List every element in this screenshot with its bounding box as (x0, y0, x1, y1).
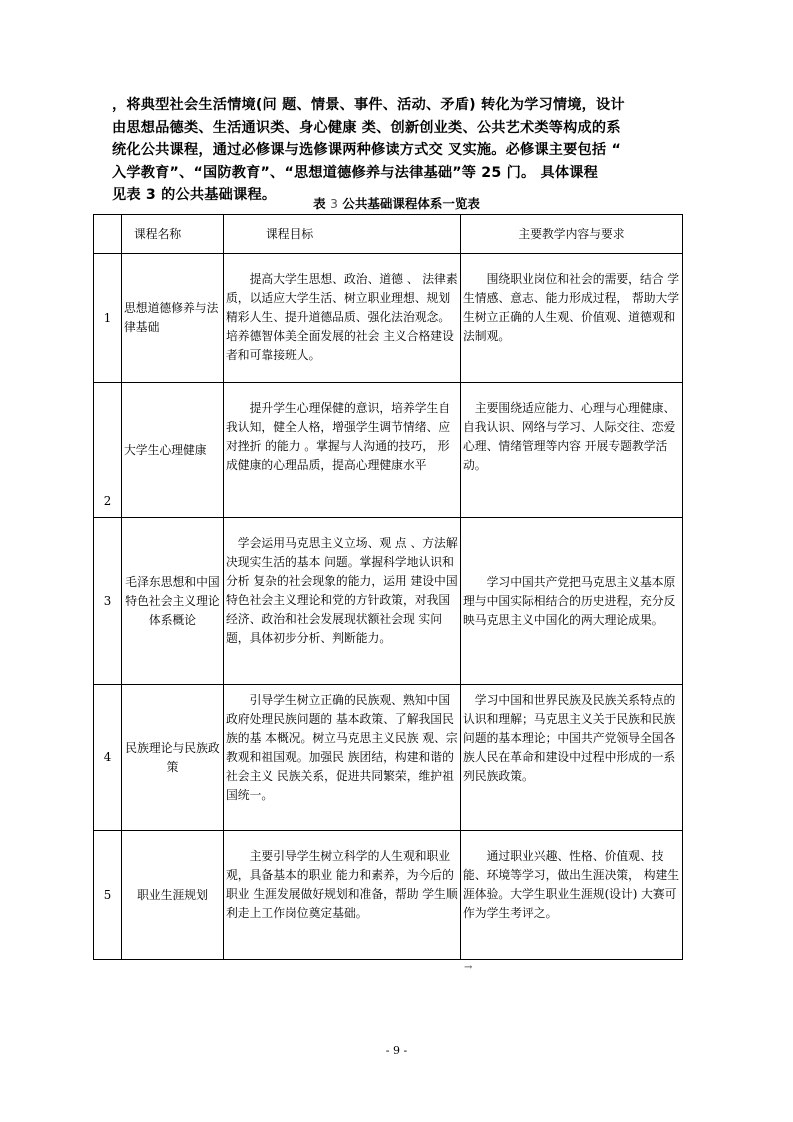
course-table (93, 214, 683, 960)
table-row (94, 254, 683, 383)
page-number: - 9 - (385, 1044, 408, 1057)
paragraph-mark: → (464, 962, 473, 973)
course-content: 学习中国共产党把马克思主义基本原理与中国实际相结合的历史进程，充分反映马克思主义中国化的两大理论成果。 (461, 518, 683, 685)
row-number: 5 (94, 831, 122, 960)
header-course-name: 课程名称 (122, 215, 224, 254)
intro-paragraph (112, 94, 682, 207)
row-number: 3 (94, 518, 122, 685)
header-course-goal: 课程目标 (224, 215, 461, 254)
row-number: 1 (94, 254, 122, 383)
caption-prefix: 表 (313, 196, 326, 211)
course-goal: 提高大学生思想、政治、道德 、 法律素质，以适应大学生活、树立职业理想、规划精彩人生、提升道德品质、强化法治观念。 培养德智体美全面发展的社会 主义合格建设者和可靠接班人。 (224, 254, 461, 383)
course-goal: 提升学生心理保健的意识，培养学生自我认知，健全人格，增强学生调节情绪、应对挫折 的能力 。掌握与人沟通的技巧， 形成健康的心理品质，提高心理健康水平 (224, 383, 461, 518)
course-name: 职业生涯规划 (122, 831, 224, 960)
course-name: 思想道德修养与法律基础 (122, 254, 224, 383)
course-name: 民族理论与民族政策 (122, 685, 224, 831)
course-content: 通过职业兴趣、性格、价值观、技能、环境等学习，做出生涯决策， 构建生涯体验。大学生职业生涯规(设计) 大赛可作为学生考评之。 (461, 831, 683, 960)
table-caption (0, 194, 793, 212)
course-goal: 学会运用马克思主义立场、观 点 、方法解决现实生活的基本 问题。掌握科学地认识和分析 复杂的社会现象的能力，运用 建设中国特色社会主义理论和党的方针政策，对我国经济、政治和社会发展现状额社会现 实问题，具体初步分析、判断能力。 (224, 518, 461, 685)
intro-line: 见表 3 的公共基础课程。 (112, 187, 277, 203)
row-number: 4 (94, 685, 122, 831)
course-name: 毛泽东思想和中国特色社会主义理论体系概论 (122, 518, 224, 685)
course-name: 大学生心理健康 (122, 383, 224, 518)
table-header-row (94, 215, 683, 254)
caption-text: 公共基础课程体系一览表 (342, 196, 480, 211)
caption-number: 3 (330, 196, 338, 211)
course-content: 学习中国和世界民族及民族关系特点的认识和理解；马克思主义关于民族和民族问题的基本理论；中国共产党领导全国各族人民在革命和建设中过程中形成的一系列民族政策。 (461, 685, 683, 831)
header-no (94, 215, 122, 254)
header-course-content: 主要教学内容与要求 (461, 215, 683, 254)
intro-line: 由思想品德类、生活通识类、身心健康 类、创新创业类、公共艺术类等构成的系 (112, 119, 621, 136)
table-row (94, 685, 683, 831)
intro-line: 统化公共课程，通过必修课与选修课两种修读方式交 叉实施。必修课主要包括 “ (112, 142, 621, 158)
intro-line: 入学教育”、“国防教育”、“思想道德修养与法律基础”等 25 门。 具体课程 (112, 164, 599, 181)
course-content: 围绕职业岗位和社会的需要，结合 学生情感、意志、能力形成过程， 帮助大学生树立正确的人生观、价值观、道德观和法制观。 (461, 254, 683, 383)
course-content: 主要围绕适应能力、心理与心理健康、 自我认识、网络与学习、人际交往、恋爱心理、情绪管理等内容 开展专题教学活动。 (461, 383, 683, 518)
table-row (94, 518, 683, 685)
course-goal: 引导学生树立正确的民族观、熟知中国政府处理民族问题的 基本政策、了解我国民族的基 本概况。树立马克思主义民族 观、宗教观和祖国观。加强民 族团结，构建和谐的社会主义 民族关系，促进共同繁荣，维护祖国统一。 (224, 685, 461, 831)
intro-line: ，将典型社会生活情境(问 题、情景、事件、活动、矛盾) 转化为学习情境，设计 (112, 97, 625, 113)
row-number: 2 (94, 383, 122, 518)
course-goal: 主要引导学生树立科学的人生观和职业观，具备基本的职业 能力和素养，为今后的职业 生涯发展做好规划和准备，帮助 学生顺利走上工作岗位奠定基础。 (224, 831, 461, 960)
table-row (94, 383, 683, 518)
table-row (94, 831, 683, 960)
